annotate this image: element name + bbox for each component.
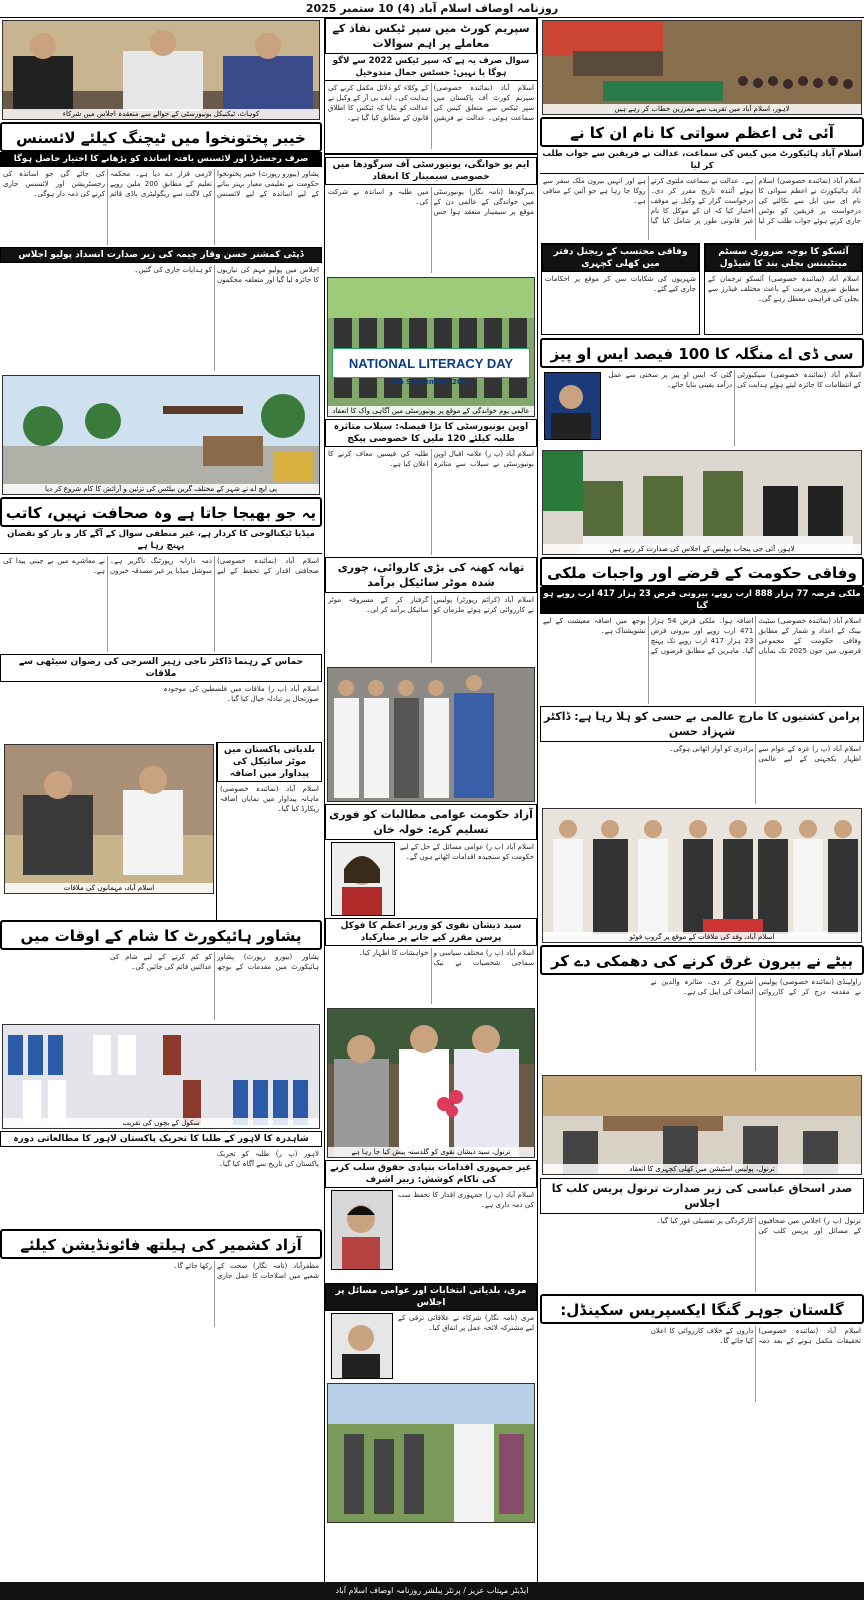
greenbelt-photo [2, 375, 320, 495]
headline: سپریم کورٹ میں سپر ٹیکس نفاذ کے معاملے پر اہم سوالات [325, 18, 537, 54]
article-body: اسلام آباد (نمائندہ خصوصی) سپریم کورٹ آف پاکستان میں سپر ٹیکس سے متعلق کیس کی سماعت ہوئی۔ عدالت نے فریقین کے وکلاء کو دلائل مکمل کرنے کی ہدایت کی۔ ایف بی آر کے وکیل نے عدالت کو بتایا کہ ٹیکس کا اطلاق قانون کے مطابق کیا گیا ہے۔ [328, 84, 534, 122]
article-body: راولپنڈی (نمائندہ خصوصی) پولیس نے مقدمہ درج کر کے کارروائی شروع کر دی۔ متاثرہ والدین نے انصاف کی اپیل کی ہے۔ [650, 978, 861, 996]
right-column [540, 18, 864, 1582]
headline: ایم یو خوانگی، یونیورسٹی آف سرگودھا میں خصوصی سیمینار کا انعقاد [325, 157, 537, 185]
headline: بیٹے نے بیرون غرق کرنے کی دھمکی دے کر [540, 945, 864, 975]
headline: صدر اسحاق عباسی کی زیر صدارت ترنول پریس کلب کا اجلاس [540, 1178, 864, 1214]
police-group-photo [327, 667, 535, 802]
official-portrait [544, 372, 601, 440]
article-body: اسلام آباد (نمائندہ خصوصی) صحافتی اقدار کے تحفظ کے لیے ذمہ دارانہ رپورٹنگ ناگزیر ہے۔ سوشل میڈیا پر غیر مصدقہ خبروں نے معاشرے میں بے چینی پیدا کی ہے۔ [3, 557, 319, 575]
article-body: پشاور (بیورو رپورٹ) پشاور ہائیکورٹ میں مقدمات کے بوجھ کو کم کرنے کے لیے شام کی عدالتیں قائم کی جائیں گی۔ [110, 953, 319, 971]
article-body: اسلام آباد (پ ر) ملاقات میں فلسطین کی موجودہ صورتحال پر تبادلہ خیال کیا گیا۔ [163, 685, 319, 703]
headline: مری، بلدیاتی انتخابات اور عوامی مسائل پر اجلاس [325, 1283, 537, 1311]
literacy-day-photo [327, 277, 535, 417]
article-body: اسلام آباد (پ ر) عوامی مسائل کے حل کے لیے حکومت کو سنجیدہ اقدامات اٹھانے ہوں گے۔ [400, 843, 534, 861]
headline: غیر جمہوری اقدامات بنیادی حقوق سلب کرنے کی ناکام کوشش: زبیر اشرف [325, 1160, 537, 1188]
article-body: اسلام آباد (کرائم رپورٹر) پولیس نے کارروائی کرتے ہوئے ملزمان کو گرفتار کر کے مسروقہ موٹر سائیکل برآمد کر لی۔ [328, 596, 534, 614]
subheadline: صرف رجسٹرڈ اور لائسنس یافتہ اساتذہ کو پڑھانے کا اختیار حاصل ہوگا [0, 152, 322, 167]
auditorium-illustration [543, 21, 861, 115]
article-body: مری (نامہ نگار) شرکاء نے علاقائی ترقی کے لیے مشترکہ لائحہ عمل پر اتفاق کیا۔ [398, 1314, 534, 1332]
headline: آزاد حکومت عوامی مطالبات کو فوری تسلیم کرے: خولہ خان [325, 804, 537, 840]
headline: شاہدرہ کا لاہور کے طلبا کا تحریک پاکستان لاہور کا مطالعاتی دورہ [0, 1131, 322, 1147]
headline: آئی ٹی اعظم سواتی کا نام ان کا نے [540, 117, 864, 147]
relief-photo [327, 1383, 535, 1523]
article-body: شہریوں کی شکایات سن کر موقع پر احکامات جاری کیے گئے۔ [545, 275, 696, 293]
bouquet-photo [327, 1008, 535, 1158]
headline: آزاد کشمیر کی ہیلتھ فائونڈیشن کیلئے [0, 1229, 322, 1259]
footer-imprint: ایڈیٹر مہتاب عزیز / پرنٹر پبلشر روزنامہ اوصاف اسلام آباد [0, 1582, 864, 1600]
article-body: اسلام آباد (نمائندہ خصوصی) تحقیقات مکمل ہونے کے بعد ذمہ داروں کے خلاف کارروائی کا اعلان کیا جائے گا۔ [650, 1327, 861, 1345]
subheadline: اسلام آباد ہائیکورٹ میں کیس کی سماعت، عدالت نے فریقین سے جواب طلب کر لیا [540, 147, 864, 174]
headline: وفاقی حکومت کے قرضے اور واجبات ملکی [540, 557, 864, 587]
literacy-banner: NATIONAL LITERACY DAY [332, 348, 530, 378]
auditorium-photo [542, 20, 862, 115]
delegation-photo [542, 808, 862, 943]
school-photo [2, 1024, 320, 1129]
headline: تھانہ کھنہ کی بڑی کاروائی، چوری شدہ موٹر سائیکل برآمد [325, 557, 537, 593]
headline: گلستان جوہر گنگا ایکسپریس سکینڈل: [540, 1294, 864, 1324]
man-portrait [331, 1190, 393, 1270]
article-body: اسلام آباد (نمائندہ خصوصی) سٹیٹ بینک کے اعداد و شمار کے مطابق وفاقی حکومت کے مجموعی قرضوں میں جون 2025 تک نمایاں اضافہ ہوا۔ ملکی قرض 54 ہزار 471 ارب روپے اور بیرونی قرض 23 ہزار 417 ارب روپے تک پہنچ گیا۔ ماہرین کے مطابق قرضوں کے بوجھ میں اضافہ معیشت کے لیے تشویشناک ہے۔ [543, 617, 861, 655]
headline: حماس کے رہنما ڈاکٹر ناجی زہیر السرجی کی رضوان سیٹھی سے ملاقات [0, 654, 322, 682]
banner-date: 8th September 2025 [390, 378, 472, 386]
headline: بلدیاتی پاکستان میں موٹر سائیکل کی پیداوار میں اضافہ [217, 742, 322, 782]
article-body: اسلام آباد (پ ر) مختلف سیاسی و سماجی شخصیات نے نیک خواہشات کا اظہار کیا۔ [358, 949, 534, 967]
headline: اوپن یونیورسٹی کا بڑا فیصلہ: سیلاب متاثرہ طلبہ کیلئے 120 ملین کا خصوصی پیکج [325, 419, 537, 447]
caption: اسلام آباد، مہمانوں کی ملاقات [5, 883, 213, 893]
article-body: اسلام آباد (نمائندہ خصوصی) سیکیورٹی کے انتظامات کا جائزہ لیتے ہوئے ہدایت کی گئی کہ ایس او پیز پر سختی سے عمل درآمد یقینی بنایا جائے۔ [608, 371, 861, 389]
office-photo [542, 1075, 862, 1175]
subheadline: ملکی قرضہ 77 ہزار 888 ارب روپے، بیرونی قرض 23 ہزار 417 ارب روپے ہو گیا [540, 587, 864, 614]
box-headline: آئسکو کا بوجہ ضروری سسٹم مینٹیننس بجلی بند کا شیڈول [705, 244, 862, 272]
headline: سی ڈی اے منگلہ کا 100 فیصد ایس او پیز [540, 338, 864, 368]
man-portrait [331, 1313, 393, 1379]
article-body: سرگودھا (نامہ نگار) یونیورسٹی میں خواندگی کے عالمی دن کے موقع پر سیمینار منعقد ہوا جس میں طلبہ و اساتذہ نے شرکت کی۔ [328, 188, 534, 216]
article-body: اسلام آباد (نمائندہ خصوصی) اسلام آباد ہائیکورٹ نے اعظم سواتی کا نام ای سی ایل سے نکالنے کی درخواست پر فریقین کو نوٹس جاری کرتے ہوئے جواب طلب کر لیا ہے۔ عدالت نے سماعت ملتوی کرتے ہوئے آئندہ تاریخ مقرر کر دی۔ درخواست گزار کے وکیل نے موقف اختیار کیا کہ ان کے موکل کا نام غیر قانونی طور پر شامل کیا گیا ہے اور انہیں بیرون ملک سفر سے روکا جا رہا ہے جو آئین کے منافی ہے۔ [543, 177, 861, 225]
article-body: لاہور (پ ر) طلبہ کو تحریک پاکستان کی تاریخ سے آگاہ کیا گیا۔ [217, 1150, 319, 1168]
guests-photo [4, 744, 214, 894]
caption: ترنول، سید ذیشان نقوی کو گلدستہ پیش کیا جا رہا ہے [328, 1147, 534, 1157]
caption: عالمی یوم خواندگی کے موقع پر یونیورسٹی میں آگاہی واک کا انعقاد [328, 406, 534, 416]
middle-column [324, 18, 538, 1582]
subheadline: میڈیا ٹیکنالوجی کا کردار ہے، غیر منطقی سوال کے آگے کار و بار کو نقصان پہنچ رہا ہے [0, 527, 322, 554]
headline: پرامن کشتیوں کا مارچ عالمی بے حسی کو ہلا رہا ہے: ڈاکٹر شہزاد حسن [540, 706, 864, 742]
caption: لاہور، آئی جی پنجاب پولیس کے اجلاس کی صدارت کر رہے ہیں [543, 544, 861, 554]
caption: ترنول، پولیس اسٹیشن میں کھلی کچہری کا انعقاد [543, 1164, 861, 1174]
meeting-panel-photo [2, 20, 320, 120]
article-body: اسلام آباد (پ ر) علامہ اقبال اوپن یونیورسٹی نے سیلاب سے متاثرہ طلبہ کی فیسیں معاف کرنے کا اعلان کیا ہے۔ [328, 450, 534, 468]
masthead: روزنامہ اوصاف اسلام آباد (4) 10 ستمبر 2025 [0, 0, 864, 18]
headline: سید ذیشان نقوی کو وزیر اعظم کا فوکل پرسن مقرر کیے جانے پر مبارکباد [325, 918, 537, 946]
caption: لاہور، اسلام آباد میں تقریب سے معززین خطاب کر رہے ہیں [543, 104, 861, 114]
article-body: اجلاس میں پولیو مہم کی تیاریوں کا جائزہ لیا گیا اور متعلقہ محکموں کو ہدایات جاری کی گئیں۔ [134, 266, 319, 284]
headline: ڈپٹی کمشنر حسن وقار چیمہ کی زیر صدارت انسداد پولیو اجلاس [0, 247, 322, 263]
police-meeting-photo [542, 450, 862, 555]
left-column [0, 18, 322, 1582]
headline: پشاور ہائیکورٹ کا شام کے اوقات میں [0, 920, 322, 950]
caption: کوہاٹ، ٹیکنیکل یونیورسٹی کے حوالے سے منعقدہ اجلاس میں شرکاء [3, 109, 319, 119]
article-body: اسلام آباد (نمائندہ خصوصی) ماہانہ پیداوار میں نمایاں اضافہ ریکارڈ کیا گیا۔ [220, 785, 319, 813]
article-body: اسلام آباد (پ ر) جمہوری اقدار کا تحفظ سب کی ذمہ داری ہے۔ [398, 1191, 534, 1209]
woman-portrait [331, 842, 395, 916]
headline: خیبر پختونخوا میں ٹیچنگ کیلئے لائسنس [0, 122, 322, 152]
article-body: اسلام آباد (نمائندہ خصوصی) آئسکو ترجمان کے مطابق ضروری مرمت کے باعث مختلف فیڈرز سے بجلی کی فراہمی معطل رہے گی۔ [708, 275, 859, 303]
caption: پی ایچ اے نے شہر کے مختلف گرین بیلٹس کی تزئین و آرائش کا کام شروع کر دیا [3, 484, 319, 494]
article-body: اسلام آباد (پ ر) غزہ کے عوام سے اظہار یکجہتی کے لیے عالمی برادری کو آواز اٹھانی ہوگی۔ [669, 745, 861, 763]
headline: یہ جو بھیجا جاتا ہے وہ صحافت نہیں، کاتب [0, 497, 322, 527]
article-body: مظفرآباد (نامہ نگار) صحت کے شعبے میں اصلاحات کا عمل جاری رکھا جائے گا۔ [173, 1262, 319, 1280]
article-body: پشاور (بیورو رپورٹ) خیبر پختونخوا حکومت نے تعلیمی معیار بہتر بنانے کے لیے اساتذہ کے لیے لائسنس لازمی قرار دے دیا ہے۔ محکمہ تعلیم کے مطابق 200 ملین روپے کی لاگت سے ریگولیٹری باڈی قائم کی جائے گی جو اساتذہ کی رجسٹریشن اور لائسنس جاری کرنے کی ذمہ دار ہوگی۔ [3, 170, 319, 198]
subheadline: سوال صرف یہ ہے کہ سپر ٹیکس 2022 سے لاگو ہوگا یا نہیں: جسٹس جمال مندوخیل [325, 54, 537, 81]
caption: سکول کے بچوں کی تقریب [3, 1118, 319, 1128]
box-headline: وفاقی محتسب کے ریجنل دفتر میں کھلی کچہری [542, 244, 699, 272]
caption: اسلام آباد، وفد کی ملاقات کے موقع پر گروپ فوٹو [543, 932, 861, 942]
article-body: ترنول (پ ر) اجلاس میں صحافیوں کے مسائل اور پریس کلب کی کارکردگی پر تفصیلی غور کیا گیا۔ [656, 1217, 861, 1235]
